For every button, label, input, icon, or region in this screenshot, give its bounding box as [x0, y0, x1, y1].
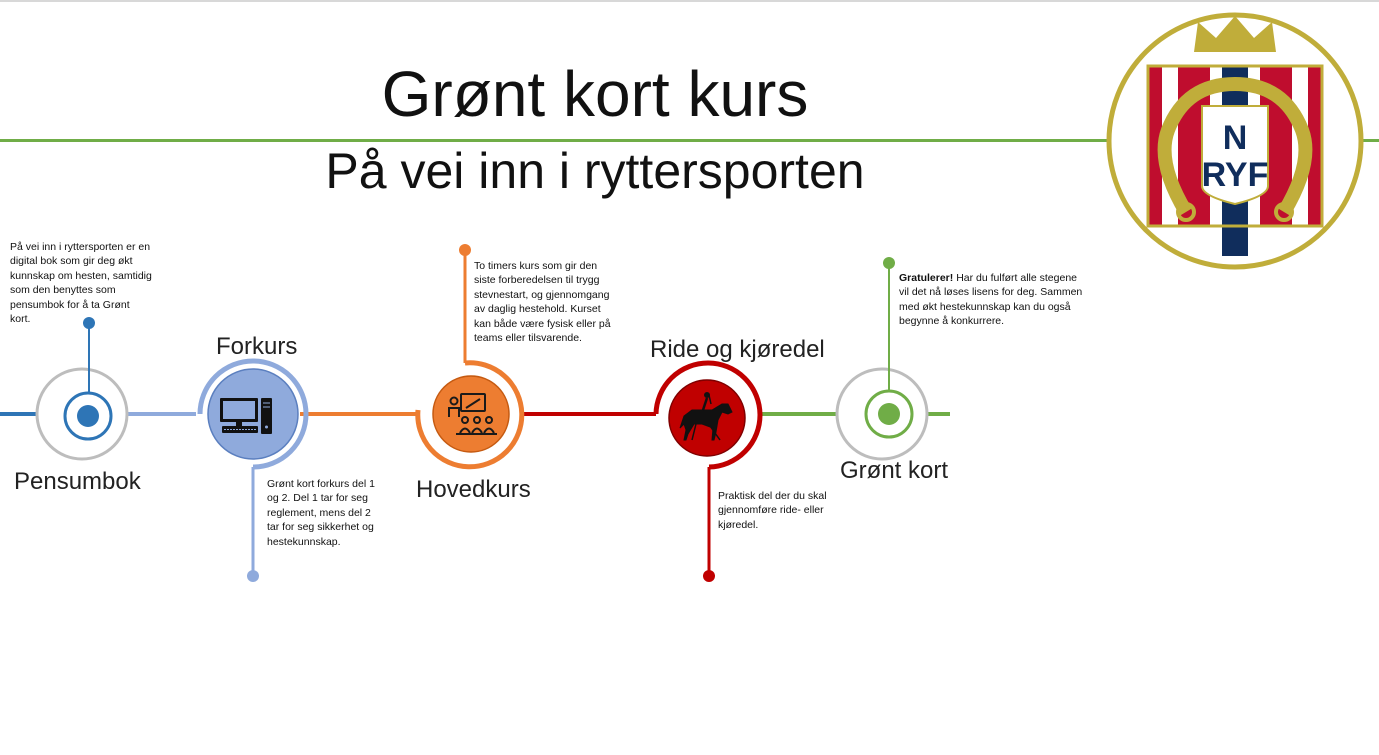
step-label-pensumbok: Pensumbok: [14, 468, 141, 495]
congrats-text: Har du fulført alle stegene vil det nå løses lisens for deg. Sammen med økt hestekunnskap kan du også begynne å konkurrere.: [899, 272, 1083, 328]
step-label-ride-og-kjoredel: Ride og kjøredel: [650, 336, 825, 363]
step-description-forkurs: Grønt kort forkurs del 1 og 2. Del 1 tar for seg reglement, mens del 2 tar for seg sikkerhet og hestekunnskap.: [267, 478, 375, 548]
step-description-gront-kort: [899, 271, 1087, 329]
computer-icon: [220, 398, 272, 434]
logo-letters-bottom: RYF: [1201, 156, 1269, 194]
node-ride-og-kjoredel: [656, 363, 760, 582]
step-label-gront-kort: Grønt kort: [840, 457, 949, 484]
step-label-forkurs: Forkurs: [216, 333, 298, 360]
page-subtitle: På vei inn i ryttersporten: [325, 143, 865, 199]
congrats-bold: Gratulerer!: [899, 272, 954, 284]
node-pensumbok: [37, 317, 127, 459]
step-description-ride-og-kjoredel: Praktisk del der du skal gjennomføre ride- eller kjøredel.: [718, 490, 827, 531]
logo-letters-top: N: [1222, 119, 1248, 157]
nryf-logo: [1106, 12, 1364, 270]
step-description-hovedkurs: To timers kurs som gir den siste forberedelsen til trygg stevnestart, og gjennomgang av daglig hestehold. Kurset kan både være fysisk eller på teams eller tilsvarende.: [474, 260, 611, 345]
step-label-hovedkurs: Hovedkurs: [416, 476, 531, 503]
page-title: Grønt kort kurs: [381, 58, 809, 130]
step-description-pensumbok: På vei inn i ryttersporten er en digital bok som gir deg økt kunnskap om hesten, samtidig som den benyttes som pensumbok for å ta Grønt kort.: [10, 241, 152, 326]
